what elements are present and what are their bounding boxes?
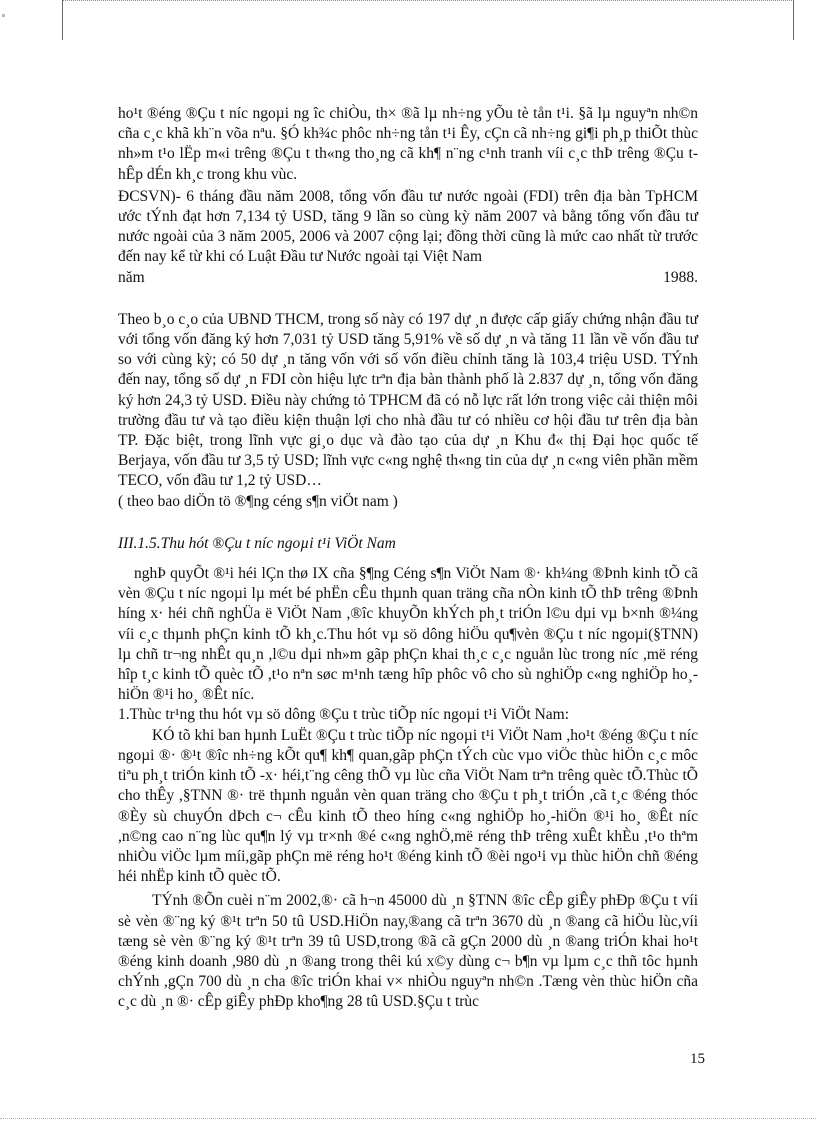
fdi-year-line — [118, 268, 698, 288]
paragraph-intro: ho¹t ®éng ®Çu t níc ngoµi ng îc chiÒu, th× ®ã lµ nh÷ng yÕu tè tån t¹i. §ã lµ nguyªn nh©n cña c¸c khã kh¨n võa nªu. §Ó kh¾c phôc nh÷ng tån t¹i Êy, cÇn cã nh÷ng gi¶i ph¸p thiÕt thùc nh»m t¹o lËp m«i trêng ®Çu t th«ng tho¸ng cã kh¶ n¨ng c¹nh tranh víi c¸c thÞ trêng ®Çu t hÊp dÉn kh¸c trong khu vùc. — [118, 105, 698, 183]
margin-mark — [2, 14, 5, 17]
right-crop-mark — [793, 0, 794, 40]
paragraph-statistics: TÝnh ®Õn cuèi n¨m 2002,®· cã h¬n 45000 dù ¸n §TNN ®îc cÊp giÊy phÐp ®Çu t víi sè vèn ®¨ng ký ®¹t trªn 50 tû USD.HiÖn nay,®ang cã trªn 3670 dù ¸n ®ang cã hiÖu lùc,víi tæng sè vèn ®¨ng ký ®¹t trªn 39 tû USD,trong ®ã cã gÇn 2000 dù ¸n ®ang triÓn khai ho¹t ®éng kinh doanh ,980 dù ¸n ®ang trong thêi kú x©y dùng c¬ b¶n vµ lµm c¸c thñ tôc hµnh chÝnh ,gÇn 700 dù ¸n cha ®îc triÓn khai v× nhiÒu nguyªn nh©n .Tæng vèn thùc hiÖn cña c¸c dù ¸n ®· cÊp giÊy phÐp kho¶ng 28 tû USD.§Çu t trùc — [118, 892, 698, 1011]
header-border — [0, 0, 816, 44]
left-crop-mark — [62, 0, 63, 40]
header-dotted-line — [62, 0, 792, 1]
paragraph-achievements: KÓ tõ khi ban hµnh LuËt ®Çu t trùc tiÕp níc ngoµi t¹i ViÖt Nam ,ho¹t ®éng ®Çu t níc ngoµi ®· ®¹t ®îc nh÷ng kÕt qu¶ kh¶ quan,gãp phÇn tÝch cùc vµo viÖc thùc hiÖn c¸c môc tiªu ph¸t triÓn kinh tÕ -x· héi,t¨ng cêng thÕ vµ lùc cña ViÖt Nam trªn trêng quèc tÕ.Thùc tÕ cho thÊy ,§TNN ®· trë thµnh nguån vèn quan träng cho ®Çu t ph¸t triÓn ,cã t¸c ®éng thóc ®Èy sù chuyÓn dÞch c¬ cÊu kinh tÕ theo híng c«ng nghiÖp ho¸-hiÖn ®¹i ho¸ ®Êt níc ,n©ng cao n¨ng lùc qu¶n lý vµ tr×nh ®é c«ng nghÖ,më réng thÞ trêng xuÊt khÈu ,t¹o thªm nhiÒu viÖc lµm míi,gãp phÇn më réng ho¹t ®éng kinh tÕ ®èi ngo¹i vµ thùc hiÖn chñ ®éng héi nhËp kinh tÕ quèc tÕ. — [118, 726, 698, 886]
fdi-nam-label: năm — [118, 268, 145, 286]
paragraph-fdi-hcm: ĐCSVN)- 6 tháng đầu năm 2008, tổng vốn đầu tư nước ngoài (FDI) trên địa bàn TpHCM ước tÝnh đạt hơn 7,134 tỷ USD, tăng 9 lần so cùng kỳ năm 2007 và bằng tổng vốn đầu tư nước ngoài của 3 năm 2005, 2006 và 2007 cộng lại; đồng thời cũng là mức cao nhất từ trước đến nay kể từ khi có Luật Đầu tư Nước ngoài tại Việt Nam — [118, 187, 698, 266]
body-text — [118, 104, 698, 1013]
source-citation: ( theo bao diÖn tö ®¶ng céng s¶n viÖt nam ) — [118, 492, 398, 510]
paragraph-report: Theo b¸o c¸o của UBND THCM, trong số này có 197 dự ¸n được cấp giấy chứng nhận đầu tư với tổng vốn đăng ký hơn 7,031 tỷ USD tăng 5,91% về số dự ¸n và tăng 11 lần về vốn đầu tư so với cùng kỳ; có 50 dự ¸n tăng vốn với số vốn điều chỉnh tăng là 103,4 triệu USD. TÝnh đến nay, tổng số dự ¸n FDI còn hiệu lực trªn địa bàn thành phố là 2.837 dự ¸n, tổng vốn đăng ký hơn 24,3 tỷ USD. Điều này chứng tỏ TPHCM đã có nỗ lực rất lớn trong việc cải thiện môi trường đầu tư và tạo điều kiện thuận lợi cho nhà đầu tư có nhiều cơ hội đầu tư trên địa bàn TP. Đặc biệt, trong lĩnh vực gi¸o dục và đào tạo của dự ¸n Khu đ« thị Đại học quốc tế Berjaya, vốn đầu tư 3,5 tỷ USD; lĩnh vực c«ng nghệ th«ng tin của dự ¸n c«ng viên phần mềm TECO, vốn đầu tư 1,2 tỷ USD… — [118, 310, 698, 490]
section-heading: III.1.5.Thu hót ®Çu t níc ngoµi t¹i ViÖt Nam — [118, 534, 396, 552]
footer-border — [0, 1118, 816, 1119]
page-number: 15 — [690, 1051, 705, 1067]
fdi-year: 1988. — [663, 268, 698, 286]
paragraph-resolution: nghÞ quyÕt ®¹i héi lÇn thø IX cña §¶ng Céng s¶n ViÖt Nam ®· kh¼ng ®Þnh kinh tÕ cã vèn ®Çu t níc ngoµi lµ mét bé phËn cÊu thµnh quan träng cña nÒn kinh tÕ thÞ trêng ®Þnh híng x· héi chñ nghÜa ë ViÖt Nam ,®îc khuyÕn khÝch ph¸t triÓn l©u dµi vµ b×nh ®¼ng víi c¸c thµnh phÇn kinh tÕ kh¸c.Thu hót vµ sö dông hiÖu qu¶vèn ®Çu t níc ngoµi(§TNN) lµ chñ tr¬ng nhÊt qu¸n ,l©u dµi nh»m gãp phÇn khai th¸c c¸c nguån lùc trong níc ,më réng hîp t¸c kinh tÕ quèc tÕ ,t¹o nªn søc m¹nh tæng hîp phôc vô cho sù nghiÖp c«ng nghiÖp ho¸-hiÖn ®¹i ho¸ ®Êt níc. — [118, 565, 698, 704]
subsection-title: 1.Thùc tr¹ng thu hót vµ sö dông ®Çu t trùc tiÕp níc ngoµi t¹i ViÖt Nam: — [118, 706, 570, 724]
